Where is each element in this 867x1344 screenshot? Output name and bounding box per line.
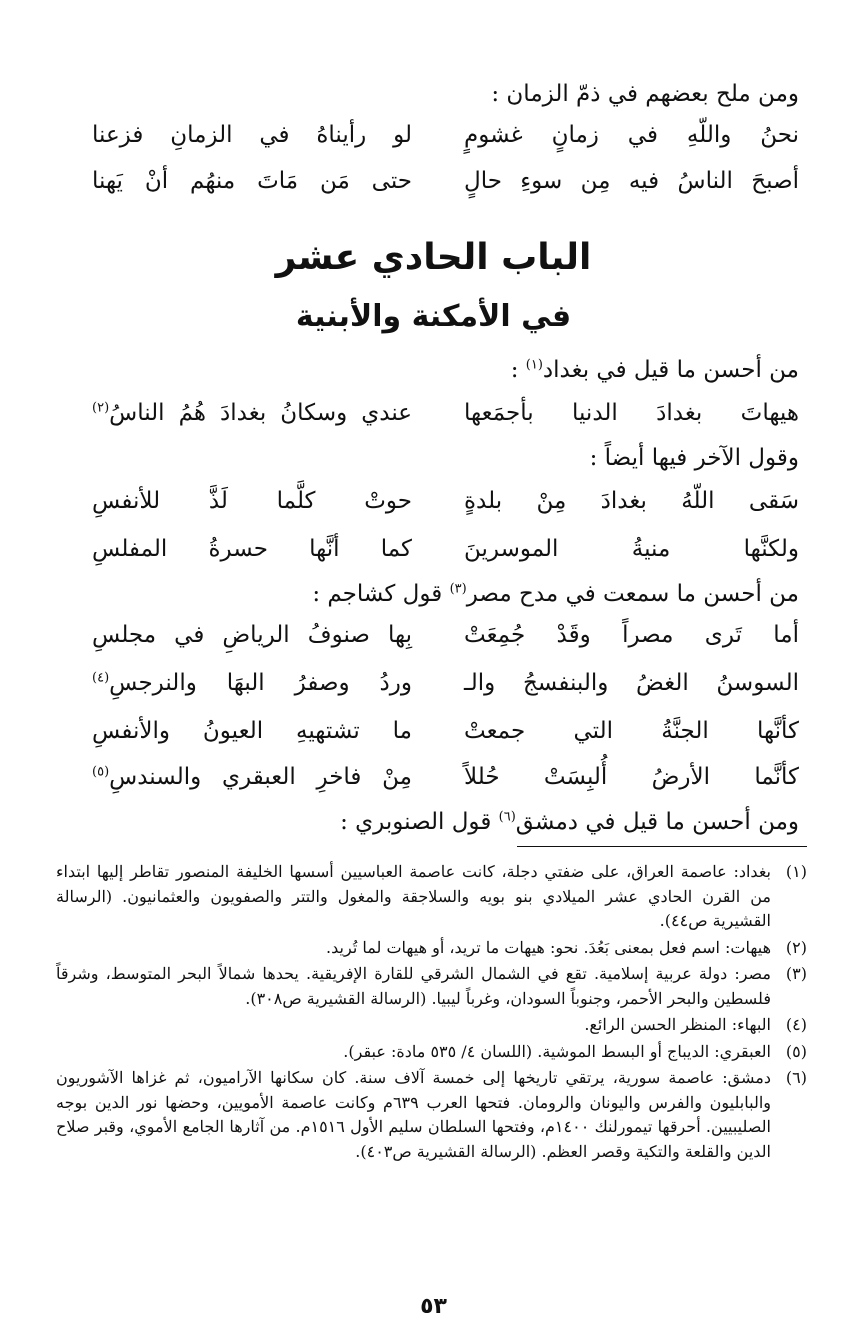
footnote-number: (١) xyxy=(785,862,807,881)
intro-tail: قول الصنوبري : xyxy=(340,809,499,835)
intro-line-3: وقول الآخر فيها أيضاً : xyxy=(589,445,799,471)
page-number: ٥٣ xyxy=(420,1294,447,1319)
intro-line-2 xyxy=(511,354,799,386)
footnote-text: البهاء: المنظر الحسن الرائع. xyxy=(584,1015,771,1034)
verse-line xyxy=(92,162,799,200)
verse-second-hemistich xyxy=(92,758,412,796)
footnote-text: العبقري: الديباج أو البسط الموشية. (اللسان ٤/ ٥٣٥ مادة: عبقر). xyxy=(343,1041,771,1061)
footnote xyxy=(56,1040,807,1065)
footnote-text: هيهات: اسم فعل بمعنى بَعُدَ. نحو: هيهات ما تريد، أو هيهات لما تُريد. xyxy=(326,937,771,957)
verse-first-hemistich: كأنَّما الأرضُ أُلبِسَتْ حُللاً xyxy=(464,764,799,790)
verse-line xyxy=(92,664,799,702)
intro-tail: : xyxy=(510,357,526,383)
verse-second-hemistich: بِها صنوفُ الرياضِ في مجلسِ xyxy=(92,622,412,648)
verse-first-hemistich: أما تَرى مصراً وقَدْ جُمِعَتْ xyxy=(464,622,799,648)
footnote-text: دمشق: عاصمة سورية، يرتقي تاريخها إلى خمسة آلاف سنة. كان سكانها الآراميون، ثم غزاها الآشوريون والبابليون والفرس واليونان والرومان. فتحها العرب ٦٣٩م وكانت عاصمة الأمويين، وحضها نور الدين بوجه الصليبيين. أحرقها تيمورلنك ١٤٠٠م، وفتحها السلطان سليم الأول ١٥١٦م. من آثارها الجامع الأموي، وقبر صلاح الدين والقلعة والتكية وقصر العظم. (الرسالة القشيرية ص٤٠٣). xyxy=(56,1068,772,1161)
footnote-text: مصر: دولة عربية إسلامية. تقع في الشمال الشرقي للقارة الإفريقية. يحدها شمالاً البحر المتوسط، وشرقاً فلسطين والبحر الأحمر، وجنوباً السودان، وغرباً ليبيا. (الرسالة القشيرية ص٣٠٨). xyxy=(56,964,771,1008)
intro-line-1: ومن ملح بعضهم في ذمّ الزمان : xyxy=(491,81,799,107)
verse-second-hemistich: حوتْ كلَّما لَذَّ للأنفسِ xyxy=(92,488,412,514)
footnotes xyxy=(56,860,807,1166)
verse-line xyxy=(92,394,799,432)
intro-line-5 xyxy=(340,806,799,838)
footnote-number: (٥) xyxy=(785,1041,807,1061)
verse-first-hemistich: سَقى اللّهُ بغدادَ مِنْ بلدةٍ xyxy=(464,488,799,514)
intro-text: ومن أحسن ما قيل في دمشق xyxy=(515,809,799,835)
footnote xyxy=(56,1013,807,1038)
footnote-number: (٤) xyxy=(785,1015,807,1034)
verse-first-hemistich: ولكنَّها منيةُ الموسرينَ xyxy=(464,536,799,562)
verse-first-hemistich: نحنُ واللّهِ في زمانٍ غشومٍ xyxy=(464,122,799,148)
intro-text: من أحسن ما سمعت في مدح مصر xyxy=(466,581,799,607)
verse-first-hemistich: هيهاتَ بغدادَ الدنيا بأجمَعها xyxy=(464,400,799,426)
chapter-title: الباب الحادي عشر xyxy=(275,237,592,278)
footnote-number: (٣) xyxy=(785,964,807,983)
verse-second-hemistich: ما تشتهيهِ العيونُ والأنفسِ xyxy=(92,718,412,744)
footnote-number: (٦) xyxy=(785,1068,807,1087)
verse-line xyxy=(92,482,799,520)
verse-second-hemistich: حتى مَن مَاتَ منهُم أنْ يَهنا xyxy=(92,168,412,194)
verse-line xyxy=(92,116,799,154)
footnote-text: بغداد: عاصمة العراق، على ضفتي دجلة، كانت عاصمة العباسيين أسسها الخليفة المنصور تقاطر إليها ابتداء من القرن الحادي عشر الميلادي بنو بويه والسلاجقة والمغول والتتر والصفويون والعثمانيون. (الرسالة القشيرية ص٤٤). xyxy=(56,862,771,930)
footnote xyxy=(56,962,807,1011)
footnote-ref: (٥) xyxy=(92,764,110,780)
footnote xyxy=(56,860,807,934)
footnote-ref: (٣) xyxy=(449,581,467,597)
verse-second-hemistich: لو رأيناهُ في الزمانِ فزعنا xyxy=(92,122,412,148)
hemistich-text: وردُ وصفرُ البهَا والنرجسِ xyxy=(109,670,412,696)
verse-first-hemistich: أصبحَ الناسُ فيه مِن سوءِ حالٍ xyxy=(464,168,799,194)
footnote-divider xyxy=(517,846,807,847)
footnote-ref: (٢) xyxy=(92,400,110,416)
verse-second-hemistich: كما أنَّها حسرةُ المفلسِ xyxy=(92,536,412,562)
verse-first-hemistich: كأنَّها الجنَّةُ التي جمعتْ xyxy=(464,718,799,744)
verse-line xyxy=(92,712,799,750)
footnote xyxy=(56,1066,807,1164)
intro-text: من أحسن ما قيل في بغداد xyxy=(542,357,799,383)
verse-line xyxy=(92,758,799,796)
verse-line xyxy=(92,530,799,568)
verse-second-hemistich xyxy=(92,394,412,432)
footnote-ref: (٦) xyxy=(498,809,516,825)
intro-tail: قول كشاجم : xyxy=(312,581,450,607)
footnote-number: (٢) xyxy=(785,937,807,957)
hemistich-text: مِنْ فاخرِ العبقري والسندسِ xyxy=(109,764,412,790)
footnote xyxy=(56,936,807,961)
verse-first-hemistich: السوسنُ الغضُ والبنفسجُ والـ xyxy=(464,670,799,696)
chapter-subtitle: في الأمكنة والأبنية xyxy=(295,299,572,334)
footnote-ref: (٤) xyxy=(92,670,110,686)
footnote-ref: (١) xyxy=(525,357,543,373)
hemistich-text: عندي وسكانُ بغدادَ هُمُ الناسُ xyxy=(109,400,412,426)
verse-second-hemistich xyxy=(92,664,412,702)
intro-line-4 xyxy=(312,578,799,610)
verse-line xyxy=(92,616,799,654)
